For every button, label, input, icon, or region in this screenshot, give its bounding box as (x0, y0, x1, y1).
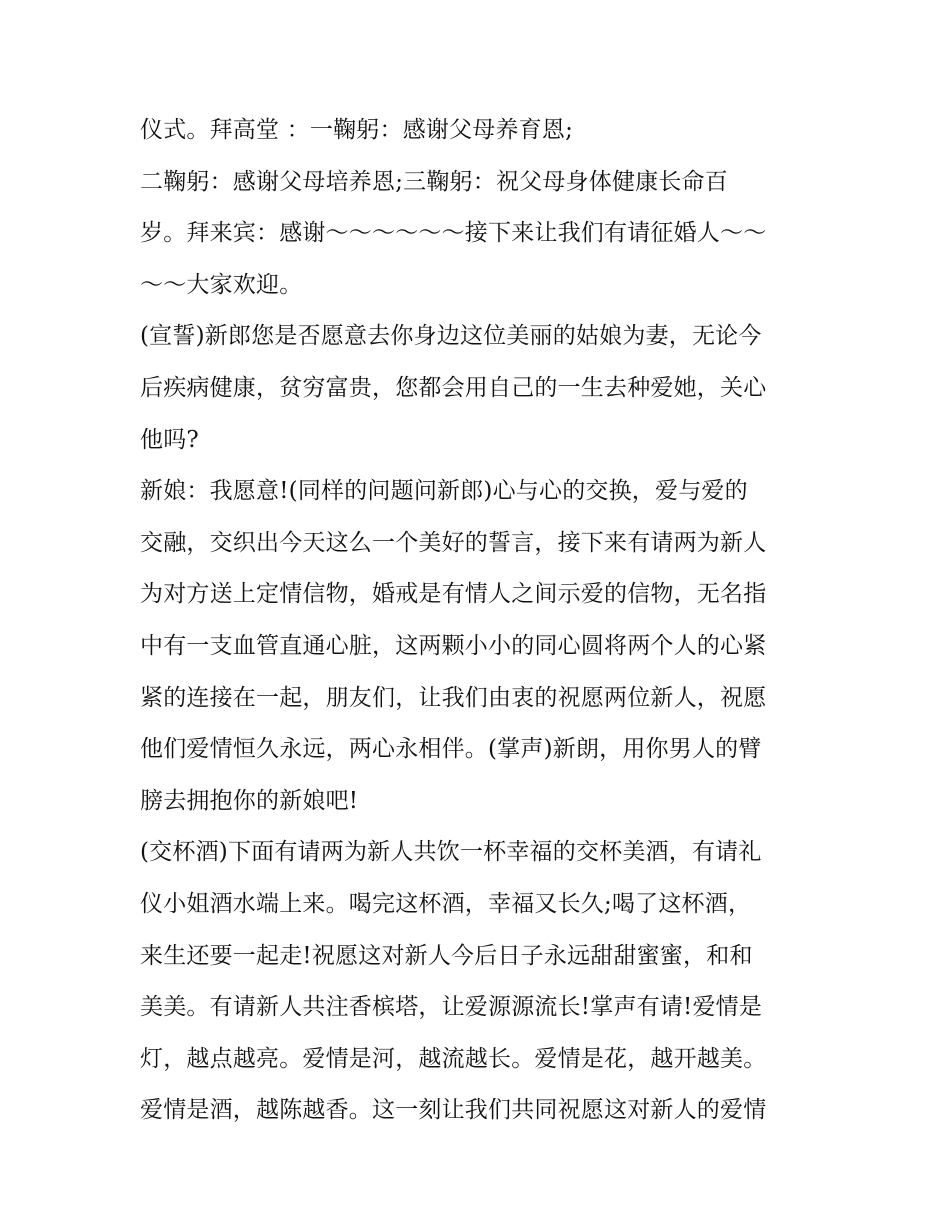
body-text (140, 105, 840, 1137)
text-line: 岁。拜来宾：感谢～～～～～～接下来让我们有请征婚人～～ (140, 220, 767, 247)
text-line: ～～大家欢迎。 (140, 271, 303, 298)
text-line: 灯，越点越亮。爱情是河，越流越长。爱情是花，越开越美。 (140, 1045, 767, 1072)
text-line: 后疾病健康，贫穷富贵，您都会用自己的一生去种爱她，关心 (140, 374, 767, 401)
text-line: 二鞠躬：感谢父母培养恩;三鞠躬：祝父母身体健康长命百 (140, 168, 728, 195)
text-line: 新娘：我愿意!(同样的问题问新郎)心与心的交换，爱与爱的 (140, 478, 748, 505)
text-line: 仪小姐酒水端上来。喝完这杯酒，幸福又长久;喝了这杯酒， (140, 890, 752, 917)
text-line: (交杯酒)下面有请两为新人共饮一杯幸福的交杯美酒，有请礼 (140, 839, 762, 866)
text-line: 他吗? (140, 426, 199, 453)
text-line: 爱情是酒，越陈越香。这一刻让我们共同祝愿这对新人的爱情 (140, 1097, 767, 1124)
text-line: 交融，交织出今天这么一个美好的誓言，接下来有请两为新人 (140, 529, 767, 556)
text-line: 紧的连接在一起，朋友们，让我们由衷的祝愿两位新人，祝愿 (140, 684, 767, 711)
text-line: 他们爱情恒久永远，两心永相伴。(掌声)新朗，用你男人的臂 (140, 736, 762, 763)
text-line: 来生还要一起走!祝愿这对新人今后日子永远甜甜蜜蜜，和和 (140, 942, 753, 969)
text-line: (宣誓)新郎您是否愿意去你身边这位美丽的姑娘为妻，无论今 (140, 323, 762, 350)
text-line: 膀去拥抱你的新娘吧! (140, 787, 359, 814)
text-line: 美美。有请新人共注香槟塔，让爱源源流长!掌声有请!爱情是 (140, 994, 763, 1021)
text-line: 中有一支血管直通心脏，这两颗小小的同心圆将两个人的心紧 (140, 632, 767, 659)
text-line: 仪式。拜高堂 ：一鞠躬：感谢父母养育恩; (140, 117, 574, 143)
text-line: 为对方送上定情信物，婚戒是有情人之间示爱的信物，无名指 (140, 581, 767, 608)
